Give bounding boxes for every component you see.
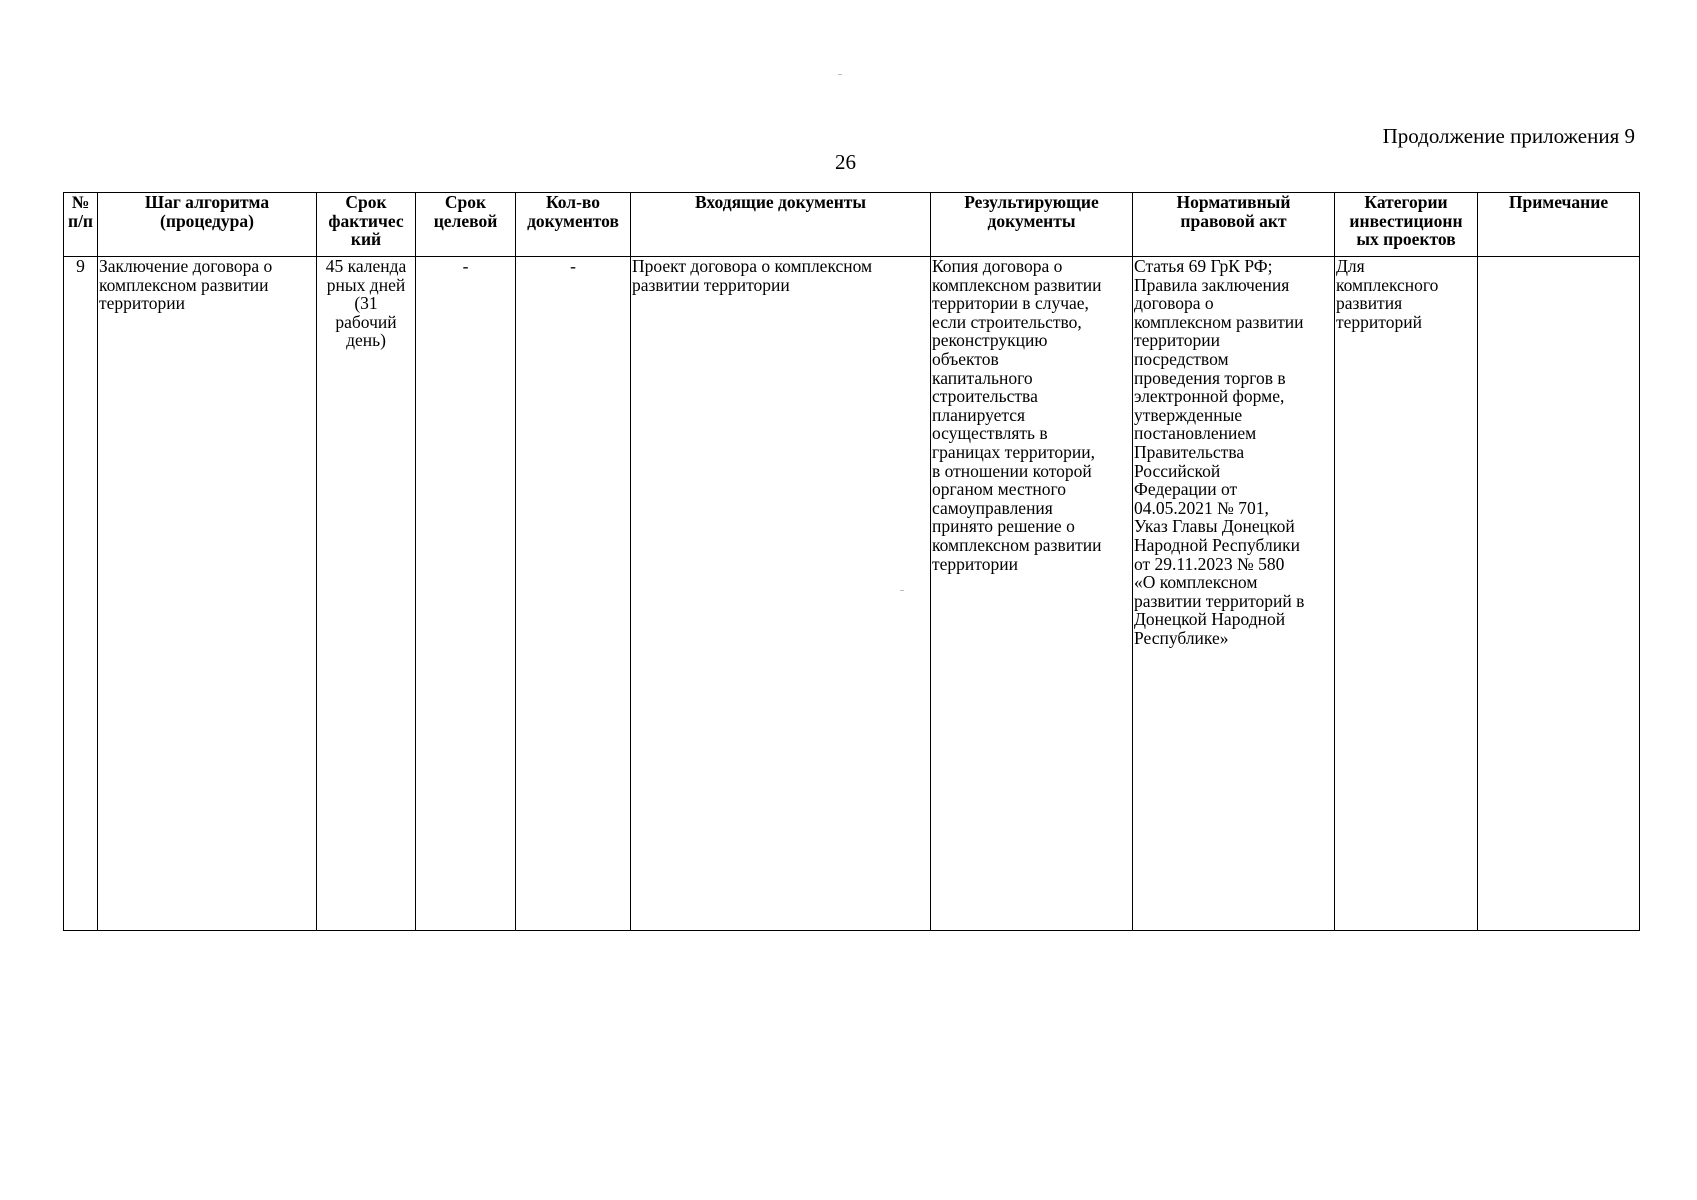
- cell-actual-term: 45 календа рных дней (31 рабочий день): [317, 257, 416, 931]
- col-header-doc-count: Кол-во документов: [516, 193, 631, 257]
- col-header-target-term: Срок целевой: [416, 193, 516, 257]
- scan-artifact: [838, 74, 842, 75]
- col-header-categories: Категории инвестиционн ых проектов: [1335, 193, 1478, 257]
- col-header-actual-term: Срок фактичес кий: [317, 193, 416, 257]
- col-header-input-docs: Входящие документы: [631, 193, 931, 257]
- algorithm-table: [63, 192, 1640, 931]
- col-header-number: № п/п: [64, 193, 98, 257]
- cell-target-term: -: [416, 257, 516, 931]
- col-header-legal-act: Нормативный правовой акт: [1133, 193, 1335, 257]
- cell-note: [1478, 257, 1640, 931]
- appendix-continuation-label: Продолжение приложения 9: [1382, 124, 1635, 148]
- cell-number: 9: [64, 257, 98, 931]
- cell-legal-act: Статья 69 ГрК РФ; Правила заключения договора о комплексном развитии территории посредством проведения торгов в электронной форме, утвержденные постановлением Правительства Российской Федерации от 04.05.2021 № 701, Указ Главы Донецкой Народной Республики от 29.11.2023 № 580 «О комплексном развитии территорий в Донецкой Народной Республике»: [1133, 257, 1335, 931]
- cell-result-docs: Копия договора о комплексном развитии территории в случае, если строительство, реконструкцию объектов капитального строительства планируется осуществлять в границах территории, в отношении которой органом местного самоуправления принято решение о комплексном развитии территории: [931, 257, 1133, 931]
- cell-doc-count: -: [516, 257, 631, 931]
- table-row: [64, 257, 1640, 931]
- scan-artifact: [900, 590, 904, 591]
- page-number: 26: [835, 150, 856, 174]
- col-header-step: Шаг алгоритма (процедура): [98, 193, 317, 257]
- cell-step: Заключение договора о комплексном развитии территории: [98, 257, 317, 931]
- cell-categories: Для комплексного развития территорий: [1335, 257, 1478, 931]
- cell-input-docs: Проект договора о комплексном развитии территории: [631, 257, 931, 931]
- col-header-result-docs: Результирующие документы: [931, 193, 1133, 257]
- col-header-note: Примечание: [1478, 193, 1640, 257]
- table-header-row: [64, 193, 1640, 257]
